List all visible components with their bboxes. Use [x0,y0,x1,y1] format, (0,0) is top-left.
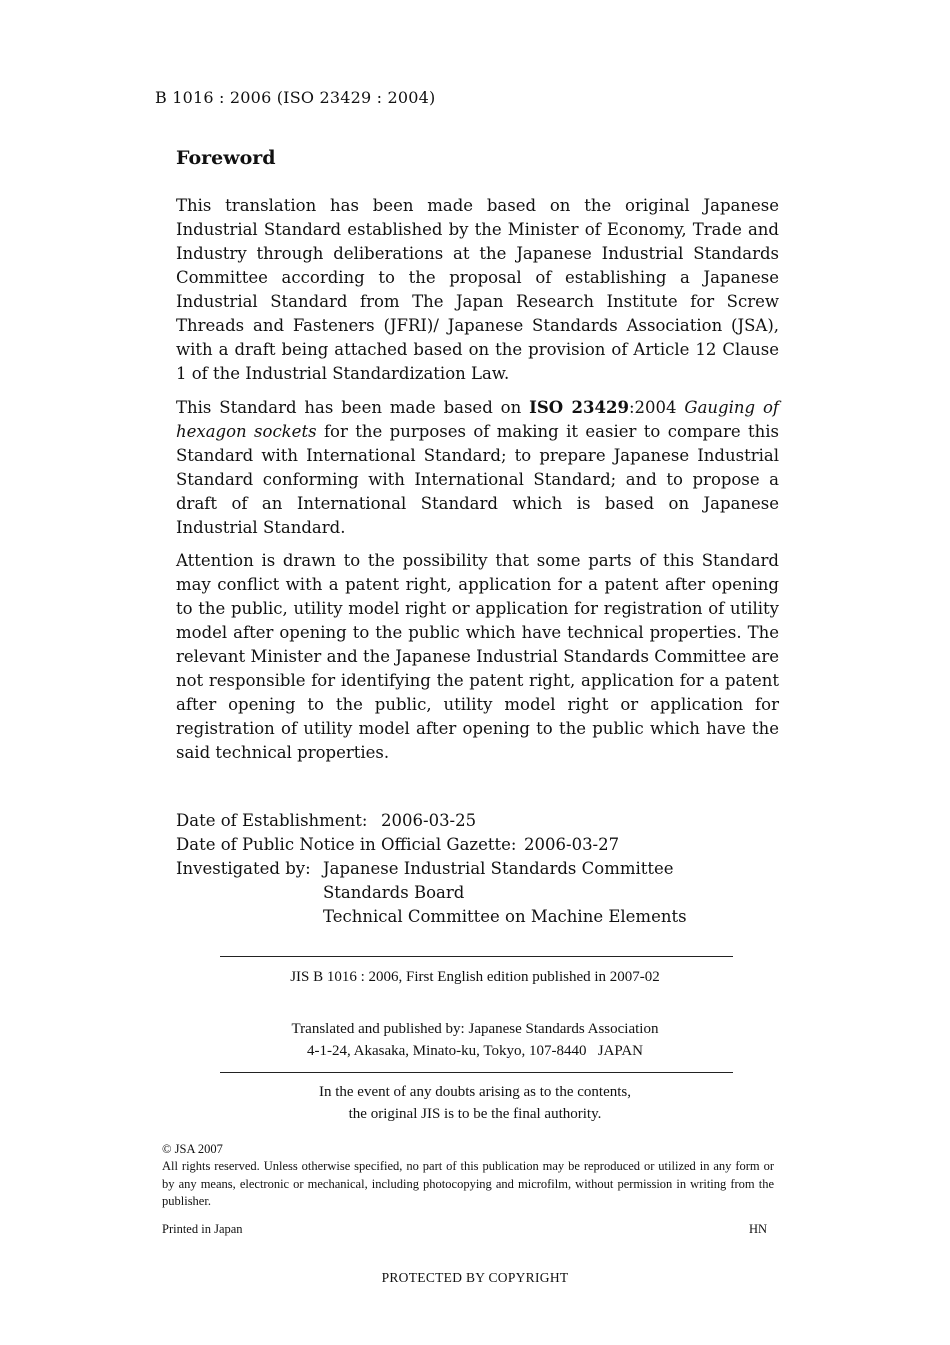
paragraph-2-rest: for the purposes of making it easier to compare this Standard with International Standard; to prepare Japanese Industrial Standard conforming with International Standard; and to propose a draft of an International Standard which is based on Japanese Industrial Standard. [176,422,780,537]
foreword-paragraph-1: This translation has been made based on the original Japanese Industrial Standard established by the Minister of Economy, Trade and Industry through deliberations at the Japanese Industrial Standards Committee according to the proposal of establishing a Japanese Industrial Standard from The Japan Research Institute for Screw Threads and Fasteners (JFRI)/ Japanese Standards Association (JSA), with a draft being attached based on the provision of Article 12 Clause 1 of the Industrial Standardization Law. [176,196,779,383]
foreword-paragraph-2 [176,396,779,540]
protected-by-copyright: PROTECTED BY COPYRIGHT [381,1270,569,1285]
investigator-line-1: Japanese Industrial Standards Committee [323,859,674,878]
translated-by-line: Translated and published by: Japanese Standards Association [291,1021,659,1037]
investigator-line-2: Standards Board [323,883,465,902]
doubts-line-2: the original JIS is to be the final authority. [348,1106,602,1122]
edition-line: JIS B 1016 : 2006, First English edition published in 2007-02 [290,969,660,985]
publisher-address: 4-1-24, Akasaka, Minato-ku, Tokyo, 107-8440 JAPAN [306,1043,644,1059]
divider-top [220,956,733,957]
copyright-notice: © JSA 2007 [162,1142,223,1156]
investigator-line-3: Technical Committee on Machine Elements [323,907,687,926]
establishment-label: Date of Establishment: [176,811,368,830]
paragraph-2-lead: This Standard has been made based on [176,398,530,417]
divider-bottom [220,1072,733,1073]
printed-in: Printed in Japan [162,1222,243,1236]
foreword-heading: Foreword [176,147,276,169]
foreword-paragraph-3: Attention is drawn to the possibility that some parts of this Standard may conflict with a patent right, application for a patent after opening to the public, utility model right or application for registration of utility model after opening to the public which have technical properties. The relevant Minister and the Japanese Industrial Standards Committee are not responsible for identifying the patent right, application for a patent after opening to the public, utility model right or application for registration of utility model after opening to the public which have the said technical properties. [176,551,779,762]
public-notice-date: 2006-03-27 [524,835,620,854]
iso-year: :2004 [628,398,685,417]
iso-reference: ISO 23429 [529,398,629,417]
document-designation: B 1016 : 2006 (ISO 23429 : 2004) [155,88,436,107]
doubts-line-1: In the event of any doubts arising as to the contents, [318,1084,631,1100]
iso-title: Gauging of hexagon sockets [176,398,780,441]
investigated-label: Investigated by: [176,859,311,878]
printer-code: HN [749,1222,768,1236]
establishment-date: 2006-03-25 [381,811,477,830]
public-notice-label: Date of Public Notice in Official Gazette: [176,835,517,854]
rights-statement: All rights reserved. Unless otherwise specified, no part of this publication may be reproduced or utilized in any form or by any means, electronic or mechanical, including photocopying and microfilm, without permission in writing from the publisher. [162,1159,774,1208]
